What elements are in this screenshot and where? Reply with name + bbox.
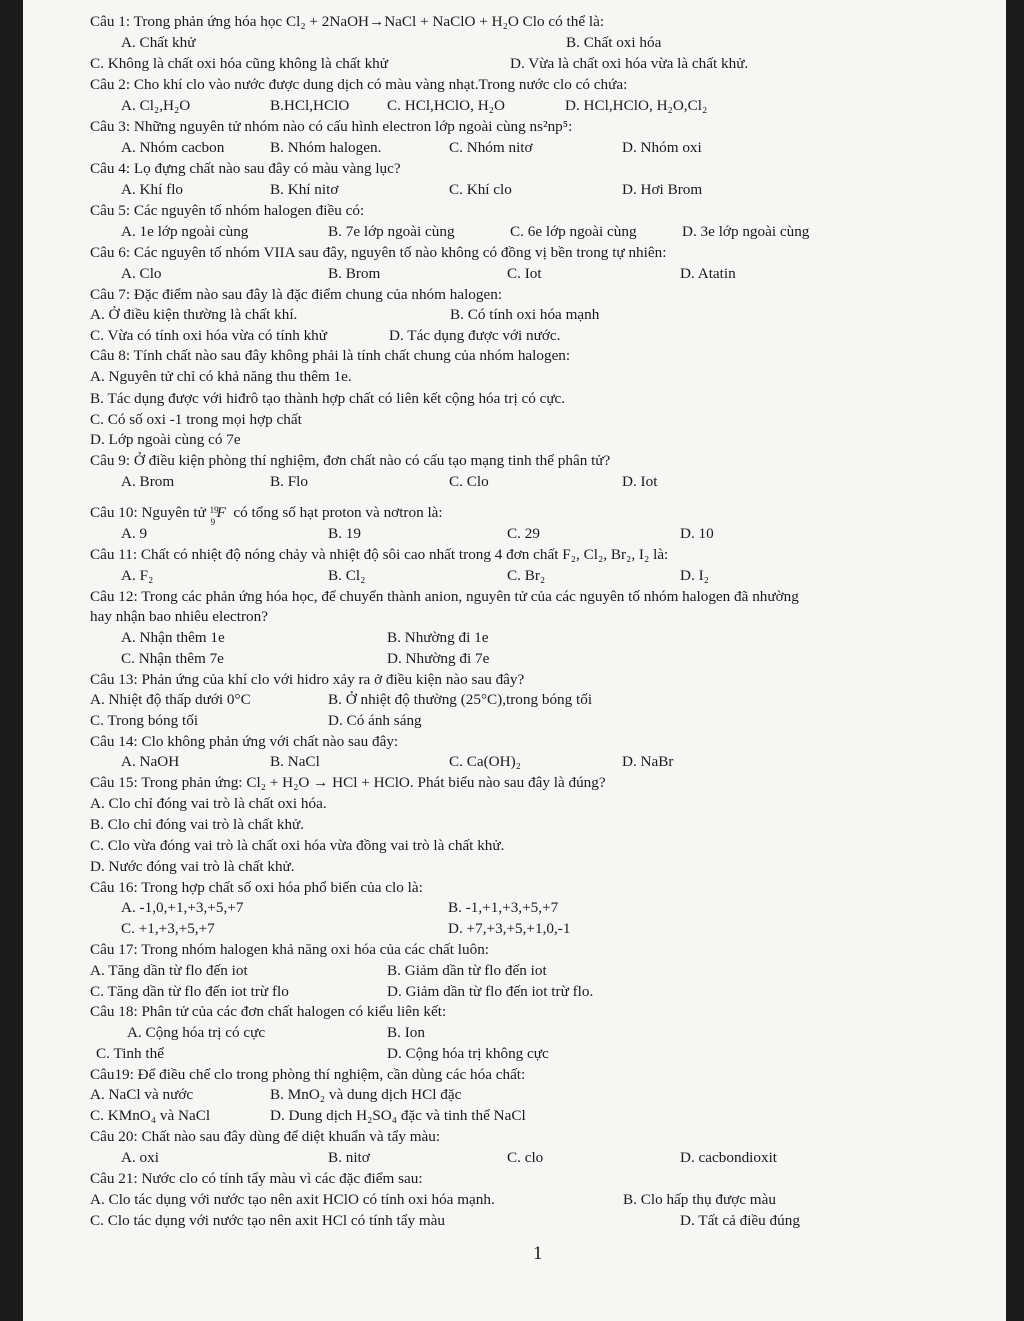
question-16: Câu 16: Trong hợp chất số oxi hóa phổ biến của clo là: [90, 879, 423, 896]
q4-option-a: A. Khí flo [121, 181, 184, 198]
q3-option-c: C. Nhóm nitơ [449, 139, 533, 156]
q19-option-c: C. KMnO₄ và NaCl [90, 1107, 211, 1124]
q16-option-c: C. +1,+3,+5,+7 [121, 920, 215, 937]
q12-option-d: D. Nhường đi 7e [387, 650, 490, 667]
question-1: Câu 1: Trong phản ứng hóa học Cl₂ + 2NaOH→NaCl + NaClO + H₂O Clo có thể là: [90, 13, 605, 30]
q12-option-a: A. Nhận thêm 1e [121, 629, 225, 646]
q5-option-a: A. 1e lớp ngoài cùng [121, 223, 249, 240]
q8-option-d: D. Lớp ngoài cùng có 7e [90, 431, 241, 448]
q5-option-b: B. 7e lớp ngoài cùng [328, 223, 455, 240]
q2-option-b: B.HCl,HClO [270, 97, 350, 114]
q10-option-b: B. 19 [328, 525, 361, 542]
q8-option-b: B. Tác dụng được với hiđrô tạo thành hợp chất có liên kết cộng hóa trị có cực. [90, 390, 566, 407]
q3-option-b: B. Nhóm halogen. [270, 139, 382, 156]
q21-option-b: B. Clo hấp thụ được màu [623, 1191, 776, 1208]
q9-option-a: A. Brom [121, 473, 175, 490]
q11-option-b: B. Cl₂ [328, 567, 366, 584]
q8-option-a: A. Nguyên tử chỉ có khả năng thu thêm 1e. [90, 368, 352, 385]
q11-option-a: A. F₂ [121, 567, 154, 584]
question-2: Câu 2: Cho khí clo vào nước được dung dịch có màu vàng nhạt.Trong nước clo có chứa: [90, 76, 628, 93]
q14-option-d: D. NaBr [622, 753, 674, 770]
question-13: Câu 13: Phản ứng của khí clo với hidro xảy ra ở điều kiện nào sau đây? [90, 671, 525, 688]
q7-option-b: B. Có tính oxi hóa mạnh [450, 306, 600, 323]
q9-option-c: C. Clo [449, 473, 489, 490]
q15-option-d: D. Nước đóng vai trò là chất khử. [90, 858, 295, 875]
q6-option-c: C. Iot [507, 265, 542, 282]
q20-option-a: A. oxi [121, 1149, 159, 1166]
q3-option-d: D. Nhóm oxi [622, 139, 702, 156]
q1-option-d: D. Vừa là chất oxi hóa vừa là chất khử. [510, 55, 749, 72]
q6-option-a: A. Clo [121, 265, 162, 282]
q1-option-c: C. Không là chất oxi hóa cũng không là chất khử [90, 55, 388, 72]
q17-option-d: D. Giảm dần từ flo đến iot trừ flo. [387, 983, 594, 1000]
q12-option-c: C. Nhận thêm 7e [121, 650, 224, 667]
q12-option-b: B. Nhường đi 1e [387, 629, 489, 646]
q8-option-c: C. Có số oxi -1 trong mọi hợp chất [90, 411, 302, 428]
q20-option-b: B. nitơ [328, 1149, 370, 1166]
q19-option-d: D. Dung dịch H₂SO₄ đặc và tinh thể NaCl [270, 1107, 526, 1124]
q21-option-a: A. Clo tác dụng với nước tạo nên axit HClO có tính oxi hóa mạnh. [90, 1191, 495, 1208]
q2-option-d: D. HCl,HClO, H₂O,Cl₂ [565, 97, 708, 114]
q6-option-d: D. Atatin [680, 265, 736, 282]
q13-option-d: D. Có ánh sáng [328, 712, 422, 729]
isotope-fluorine: 19 9 F [209, 504, 226, 527]
question-5: Câu 5: Các nguyên tố nhóm halogen điều có: [90, 202, 365, 219]
question-20: Câu 20: Chất nào sau đây dùng để diệt khuẩn và tẩy màu: [90, 1128, 441, 1145]
q18-option-d: D. Cộng hóa trị không cực [387, 1045, 549, 1062]
formula-q1: Cl₂ + 2NaOH→NaCl + NaClO + H₂O [285, 13, 519, 30]
q5-option-d: D. 3e lớp ngoài cùng [682, 223, 810, 240]
question-10: Câu 10: Nguyên tử 19 9 F có tổng số hạt proton và nơtron là: [90, 504, 443, 527]
q15-option-c: C. Clo vừa đóng vai trò là chất oxi hóa vừa đồng vai trò là chất khử. [90, 837, 505, 854]
q2-option-a: A. Cl₂,H₂O [121, 97, 191, 114]
q20-option-d: D. cacbondioxit [680, 1149, 778, 1166]
q5-option-c: C. 6e lớp ngoài cùng [510, 223, 637, 240]
q3-option-a: A. Nhóm cacbon [121, 139, 225, 156]
q4-option-d: D. Hơi Brom [622, 181, 703, 198]
question-15: Câu 15: Trong phản ứng: Cl₂ + H₂O → HCl + HClO. Phát biểu nào sau đây là đúng? [90, 774, 606, 791]
q13-option-a: A. Nhiệt độ thấp dưới 0°C [90, 691, 251, 708]
q14-option-a: A. NaOH [121, 753, 180, 770]
q10-option-c: C. 29 [507, 525, 540, 542]
q2-option-c: C. HCl,HClO, H₂O [387, 97, 505, 114]
document-page [23, 0, 1006, 1321]
question-19: Câu19: Để điều chế clo trong phòng thí nghiệm, cần dùng các hóa chất: [90, 1066, 526, 1083]
q18-option-a: A. Cộng hóa trị có cực [127, 1024, 266, 1041]
q7-option-c: C. Vừa có tính oxi hóa vừa có tính khử [90, 327, 328, 344]
question-17: Câu 17: Trong nhóm halogen khả năng oxi hóa của các chất luôn: [90, 941, 490, 958]
q18-option-c: C. Tinh thể [96, 1045, 164, 1062]
q14-option-b: B. NaCl [270, 753, 320, 770]
q10-option-d: D. 10 [680, 525, 714, 542]
q20-option-c: C. clo [507, 1149, 544, 1166]
q14-option-c: C. Ca(OH)₂ [449, 753, 521, 770]
q15-option-a: A. Clo chỉ đóng vai trò là chất oxi hóa. [90, 795, 327, 812]
q7-option-a: A. Ở điều kiện thường là chất khí. [90, 306, 298, 323]
question-21: Câu 21: Nước clo có tính tẩy màu vì các đặc điểm sau: [90, 1170, 423, 1187]
question-3: Câu 3: Những nguyên tử nhóm nào có cấu hình electron lớp ngoài cùng ns²np⁵: [90, 118, 573, 135]
q4-option-b: B. Khí nitơ [270, 181, 339, 198]
q9-option-d: D. Iot [622, 473, 658, 490]
q16-option-a: A. -1,0,+1,+3,+5,+7 [121, 899, 244, 916]
question-8: Câu 8: Tính chất nào sau đây không phải là tính chất chung của nhóm halogen: [90, 347, 571, 364]
q17-option-c: C. Tăng dần từ flo đến iot trừ flo [90, 983, 289, 1000]
q9-option-b: B. Flo [270, 473, 308, 490]
question-12: Câu 12: Trong các phản ứng hóa học, để chuyển thành anion, nguyên tử của các nguyên tố nhóm halogen đã nhường [90, 588, 799, 605]
q18-option-b: B. Ion [387, 1024, 425, 1041]
q15-option-b: B. Clo chỉ đóng vai trò là chất khử. [90, 816, 305, 833]
q21-option-d: D. Tất cả điều đúng [680, 1212, 800, 1229]
q19-option-a: A. NaCl và nước [90, 1086, 194, 1103]
question-11: Câu 11: Chất có nhiệt độ nóng chảy và nhiệt độ sôi cao nhất trong 4 đơn chất F₂, Cl₂, Br₂, I₂ là: [90, 546, 669, 563]
q10-option-a: A. 9 [121, 525, 148, 542]
q17-option-a: A. Tăng dần từ flo đến iot [90, 962, 248, 979]
question-7: Câu 7: Đặc điểm nào sau đây là đặc điểm chung của nhóm halogen: [90, 286, 503, 303]
q7-option-d: D. Tác dụng được với nước. [389, 327, 561, 344]
q16-option-b: B. -1,+1,+3,+5,+7 [448, 899, 559, 916]
question-14: Câu 14: Clo không phản ứng với chất nào sau đây: [90, 733, 399, 750]
q1-option-b: B. Chất oxi hóa [566, 34, 662, 51]
q13-option-c: C. Trong bóng tối [90, 712, 199, 729]
q16-option-d: D. +7,+3,+5,+1,0,-1 [448, 920, 571, 937]
q13-option-b: B. Ở nhiệt độ thường (25°C),trong bóng tối [328, 691, 593, 708]
q11-option-d: D. I₂ [680, 567, 709, 584]
question-6: Câu 6: Các nguyên tố nhóm VIIA sau đây, nguyên tố nào không có đồng vị bền trong tự nhiên: [90, 244, 667, 261]
q11-option-c: C. Br₂ [507, 567, 546, 584]
q17-option-b: B. Giảm dần từ flo đến iot [387, 962, 547, 979]
q4-option-c: C. Khí clo [449, 181, 512, 198]
q21-option-c: C. Clo tác dụng với nước tạo nên axit HCl có tính tẩy màu [90, 1212, 445, 1229]
q19-option-b: B. MnO₂ và dung dịch HCl đặc [270, 1086, 462, 1103]
page-number: 1 [533, 1243, 543, 1264]
question-4: Câu 4: Lọ đựng chất nào sau đây có màu vàng lục? [90, 160, 401, 177]
question-12-cont: hay nhận bao nhiêu electron? [90, 608, 268, 625]
question-18: Câu 18: Phân tử của các đơn chất halogen có kiểu liên kết: [90, 1003, 447, 1020]
q6-option-b: B. Brom [328, 265, 381, 282]
question-9: Câu 9: Ở điều kiện phòng thí nghiệm, đơn chất nào có cấu tạo mạng tinh thể phân tử? [90, 452, 611, 469]
q1-option-a: A. Chất khử [121, 34, 196, 51]
